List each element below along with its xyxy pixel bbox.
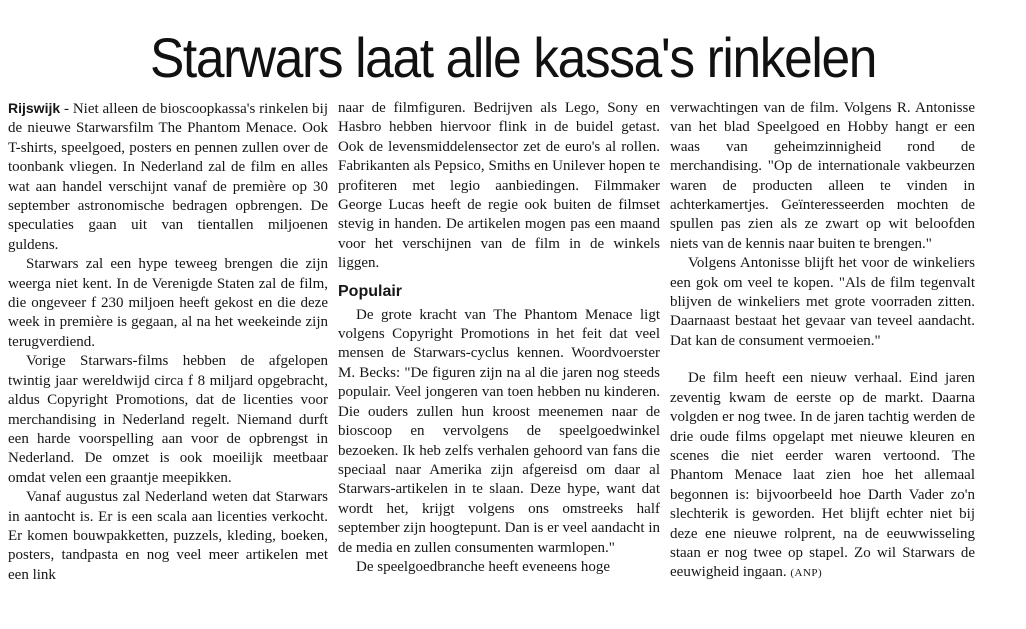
subheading: Populair	[338, 282, 403, 300]
paragraph-7: Volgens Antonisse blijft het voor de winkeliers een gok om veel te kopen. "Als de film tegenvalt blijven de winkeliers met grote voorraden zitten. Daarnaast bestaat het gevaar van teveel aandacht. Dat kan de consument vermoeien."	[670, 255, 975, 349]
paragraph-2: Starwars zal een hype teweeg brengen die zijn weerga niet kent. In de Verenigde Staten zal de film, die ongeveer f 230 miljoen heeft gekost en die deze week in première is gegaan, al na het weekeinde zijn terugverdiend.	[8, 256, 328, 350]
lead-paragraph	[8, 99, 328, 255]
article-column-1	[8, 99, 328, 585]
headline: Starwars laat alle kassa's rinkelen	[149, 26, 877, 89]
paragraph-4-continued: naar de filmfiguren. Bedrijven als Lego, Sony en Hasbro hebben hiervoor flink in de buidel getast. Ook de levensmiddelensector zet de euro's al rollen. Fabrikanten als Pepsico, Smiths en Unilever hopen te profiteren met legio aanbiedingen. Filmmaker George Lucas heeft de regie ook buiten de filmset stevig in handen. De artikelen mogen pas een maand voor het verschijnen van de film in de winkels liggen.	[338, 100, 660, 272]
article-column-3	[670, 99, 975, 584]
article-column-2	[338, 99, 660, 577]
dateline-dash: -	[60, 101, 73, 117]
paragraph-5: De grote kracht van The Phantom Menace ligt volgens Copyright Promotions in het feit dat veel mensen de Starwars-cyclus kennen. Woordvoerster M. Becks: "De figuren zijn na al die jaren nog steeds populair. Veel jongeren van toen hebben nu kinderen. Die ouders zullen hun kroost meenemen naar de bioscoop en vervolgens de speelgoedwinkel bezoeken. Ik heb zelfs verhalen gehoord van fans die speciaal naar Amerika zijn afgereisd om daar al Starwars-artikelen in te slaan. Deze hype, want dat wordt het, krijgt volgens ons omstreeks half september zijn hoogtepunt. Dan is er veel aandacht in de media en zullen consumenten warmlopen."	[338, 306, 660, 556]
paragraph-6-continued: verwachtingen van de film. Volgens R. Antonisse van het blad Speelgoed en Hobby hangt er een waas van geheimzinnigheid rond de merchandising. "Op de internationale vakbeurzen waren de producten alleen te vinden in achterkamertjes. Geïnteresseerden mochten de spullen pas zien als ze zwart op wit beloofden niets van de kennis naar buiten te brengen."	[670, 100, 975, 252]
paragraph-8-text: De film heeft een nieuw verhaal. Eind jaren zeventig kwam de eerste op de markt. Daarna volgden er nog twee. In de jaren tachtig werden de drie oude films opgelapt met nieuwe kleuren en scenes die niet eerder waren vertoond. The Phantom Menace laat zien hoe het allemaal begonnen is: bijvoorbeeld hoe Darth Vader zo'n slechterik is geworden. Het blijft echter niet bij deze ene nieuwe rolprent, na de eeuwwisseling staan er nog twee op stapel. Zo wil Starwars de eeuwigheid ingaan.	[670, 370, 975, 581]
paragraph-4-start: Vanaf augustus zal Nederland weten dat Starwars in aantocht is. Er is een scala aan licenties verkocht. Er komen bouwpakketten, puzzels, kleding, boeken, posters, tandpasta en nog veel meer artikelen met een link	[8, 489, 328, 583]
paragraph-1-text: Niet alleen de bioscoopkassa's rinkelen bij de nieuwe Starwarsfilm The Phantom Menace. Ook T-shirts, speelgoed, posters en pennen zullen over de toonbank vliegen. In Nederland zal de film en alles wat aan handel verschijnt vanaf de première op 30 september astronomische bedragen opbrengen. De speculaties gaan uit van tientallen miljoenen guldens.	[8, 101, 329, 253]
dateline: Rijswijk	[8, 100, 61, 116]
paragraph-6-start: De speelgoedbranche heeft eveneens hoge	[356, 558, 611, 575]
paragraph-8	[670, 369, 975, 583]
agency-credit: (ANP)	[790, 567, 823, 580]
paragraph-3: Vorige Starwars-films hebben de afgelopen twintig jaar wereldwijd circa f 8 miljard opgebracht, aldus Copyright Promotions, dat de licenties voor merchandising in Nederland regelt. Niemand durft een harde voorspelling aan voor de opbrengst in Nederland. De omzet is ook moeilijk meetbaar omdat velen een graantje meepikken.	[8, 353, 328, 486]
